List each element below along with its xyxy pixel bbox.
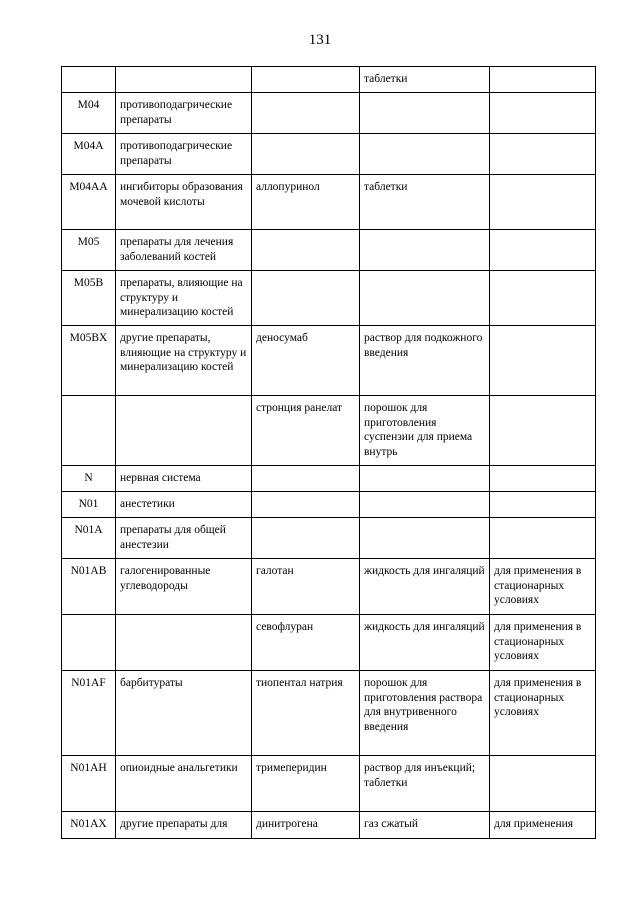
- table-row: [62, 396, 596, 466]
- atc-code-cell: [62, 93, 116, 134]
- note-cell: [490, 93, 596, 134]
- dosage-form-cell: [360, 396, 490, 466]
- dosage-form-cell-text: жидкость для ингаляций: [364, 621, 485, 633]
- drug-name-cell: [252, 396, 360, 466]
- drug-name-cell-text: деносумаб: [256, 332, 308, 344]
- table-row: [62, 671, 596, 756]
- atc-code-cell-text: N01AH: [70, 762, 107, 774]
- medication-table: [61, 66, 596, 839]
- note-cell: [490, 615, 596, 671]
- dosage-form-cell: [360, 812, 490, 839]
- dosage-form-cell: [360, 271, 490, 326]
- anatomical-group-cell: [116, 518, 252, 559]
- anatomical-group-cell-text: барбитураты: [120, 677, 183, 689]
- atc-code-cell: [62, 326, 116, 396]
- drug-name-cell: [252, 326, 360, 396]
- dosage-form-cell: [360, 492, 490, 518]
- dosage-form-cell: [360, 559, 490, 615]
- anatomical-group-cell: [116, 271, 252, 326]
- note-cell: [490, 559, 596, 615]
- note-cell-text: для применения в стационарных условиях: [494, 677, 582, 719]
- note-cell: [490, 466, 596, 492]
- drug-name-cell-text: севофлуран: [256, 621, 314, 633]
- drug-name-cell-text: стронция ранелат: [256, 402, 343, 414]
- atc-code-cell-text: M05BX: [69, 332, 108, 344]
- atc-code-cell-text: N01AX: [70, 818, 107, 830]
- anatomical-group-cell: [116, 175, 252, 230]
- anatomical-group-cell: [116, 812, 252, 839]
- anatomical-group-cell: [116, 492, 252, 518]
- drug-name-cell: [252, 466, 360, 492]
- anatomical-group-cell-text: другие препараты, влияющие на структуру и минерализацию костей: [120, 332, 247, 374]
- dosage-form-cell: [360, 326, 490, 396]
- atc-code-cell: [62, 756, 116, 812]
- drug-name-cell: [252, 271, 360, 326]
- table-row: [62, 230, 596, 271]
- note-cell: [490, 492, 596, 518]
- atc-code-cell-text: M05B: [73, 277, 104, 289]
- table-row: [62, 559, 596, 615]
- drug-name-cell: [252, 615, 360, 671]
- table-row: [62, 93, 596, 134]
- anatomical-group-cell: [116, 466, 252, 492]
- table-row: [62, 134, 596, 175]
- atc-code-cell: [62, 175, 116, 230]
- atc-code-cell: [62, 134, 116, 175]
- anatomical-group-cell: [116, 93, 252, 134]
- note-cell: [490, 518, 596, 559]
- table-row: [62, 67, 596, 93]
- dosage-form-cell: [360, 93, 490, 134]
- table-row: [62, 175, 596, 230]
- dosage-form-cell: [360, 518, 490, 559]
- note-cell-text: для применения: [494, 818, 574, 830]
- anatomical-group-cell-text: препараты для общей анестезии: [120, 524, 226, 551]
- drug-name-cell-text: аллопуринол: [256, 181, 320, 193]
- table-row: [62, 615, 596, 671]
- atc-code-cell: [62, 492, 116, 518]
- anatomical-group-cell: [116, 326, 252, 396]
- note-cell: [490, 671, 596, 756]
- note-cell-text: для применения в стационарных условиях: [494, 621, 582, 663]
- note-cell: [490, 271, 596, 326]
- drug-name-cell: [252, 492, 360, 518]
- atc-code-cell: [62, 559, 116, 615]
- drug-name-cell: [252, 175, 360, 230]
- medication-table-body: [62, 67, 596, 839]
- drug-name-cell-text: галотан: [256, 565, 294, 577]
- anatomical-group-cell: [116, 134, 252, 175]
- atc-code-cell-text: N01: [78, 498, 99, 510]
- drug-name-cell: [252, 812, 360, 839]
- dosage-form-cell: [360, 756, 490, 812]
- note-cell-text: для применения в стационарных условиях: [494, 565, 582, 607]
- table-row: [62, 466, 596, 492]
- anatomical-group-cell: [116, 615, 252, 671]
- drug-name-cell: [252, 67, 360, 93]
- anatomical-group-cell: [116, 67, 252, 93]
- atc-code-cell-text: M04: [77, 99, 100, 111]
- note-cell: [490, 175, 596, 230]
- atc-code-cell-text: M05: [77, 236, 100, 248]
- dosage-form-cell: [360, 67, 490, 93]
- note-cell: [490, 812, 596, 839]
- drug-name-cell-text: тиопентал натрия: [256, 677, 343, 689]
- anatomical-group-cell-text: препараты, влияющие на структуру и минерализацию костей: [120, 277, 243, 319]
- note-cell: [490, 230, 596, 271]
- atc-code-cell-text: N01AB: [70, 565, 107, 577]
- atc-code-cell-text: N: [84, 472, 93, 484]
- table-row: [62, 518, 596, 559]
- anatomical-group-cell-text: галогенированные углеводороды: [120, 565, 211, 592]
- atc-code-cell: [62, 230, 116, 271]
- atc-code-cell: [62, 671, 116, 756]
- dosage-form-cell-text: таблетки: [364, 73, 408, 85]
- anatomical-group-cell-text: другие препараты для: [120, 818, 228, 830]
- dosage-form-cell-text: порошок для приготовления раствора для внутривенного введения: [364, 677, 483, 733]
- drug-name-cell-text: динитрогена: [256, 818, 318, 830]
- anatomical-group-cell: [116, 756, 252, 812]
- anatomical-group-cell: [116, 230, 252, 271]
- dosage-form-cell: [360, 466, 490, 492]
- dosage-form-cell-text: порошок для приготовления суспензии для приема внутрь: [364, 402, 473, 458]
- note-cell: [490, 326, 596, 396]
- anatomical-group-cell-text: препараты для лечения заболеваний костей: [120, 236, 234, 263]
- drug-name-cell: [252, 518, 360, 559]
- anatomical-group-cell-text: нервная система: [120, 472, 201, 484]
- atc-code-cell-text: N01AF: [71, 677, 106, 689]
- page-number: 131: [308, 32, 332, 48]
- anatomical-group-cell-text: ингибиторы образования мочевой кислоты: [120, 181, 243, 208]
- note-cell: [490, 756, 596, 812]
- drug-name-cell: [252, 230, 360, 271]
- atc-code-cell: [62, 271, 116, 326]
- atc-code-cell: [62, 466, 116, 492]
- note-cell: [490, 134, 596, 175]
- atc-code-cell-text: N01A: [74, 524, 103, 536]
- anatomical-group-cell: [116, 671, 252, 756]
- drug-name-cell: [252, 134, 360, 175]
- dosage-form-cell-text: жидкость для ингаляций: [364, 565, 485, 577]
- dosage-form-cell: [360, 615, 490, 671]
- atc-code-cell: [62, 812, 116, 839]
- dosage-form-cell: [360, 175, 490, 230]
- dosage-form-cell-text: раствор для инъекций; таблетки: [364, 762, 476, 789]
- atc-code-cell: [62, 396, 116, 466]
- atc-code-cell-text: M04A: [73, 140, 104, 152]
- note-cell: [490, 396, 596, 466]
- dosage-form-cell: [360, 134, 490, 175]
- table-row: [62, 271, 596, 326]
- anatomical-group-cell: [116, 396, 252, 466]
- table-row: [62, 492, 596, 518]
- anatomical-group-cell-text: анестетики: [120, 498, 175, 510]
- atc-code-cell: [62, 67, 116, 93]
- anatomical-group-cell-text: противоподагрические препараты: [120, 140, 233, 167]
- dosage-form-cell: [360, 230, 490, 271]
- table-row: [62, 812, 596, 839]
- drug-name-cell: [252, 93, 360, 134]
- drug-name-cell-text: тримеперидин: [256, 762, 327, 774]
- atc-code-cell: [62, 615, 116, 671]
- drug-name-cell: [252, 756, 360, 812]
- anatomical-group-cell-text: опиоидные анальгетики: [120, 762, 238, 774]
- anatomical-group-cell-text: противоподагрические препараты: [120, 99, 233, 126]
- atc-code-cell: [62, 518, 116, 559]
- drug-name-cell: [252, 671, 360, 756]
- table-row: [62, 326, 596, 396]
- dosage-form-cell-text: раствор для подкожного введения: [364, 332, 483, 359]
- table-row: [62, 756, 596, 812]
- atc-code-cell-text: M04AA: [69, 181, 108, 193]
- drug-name-cell: [252, 559, 360, 615]
- dosage-form-cell-text: газ сжатый: [364, 818, 419, 830]
- dosage-form-cell-text: таблетки: [364, 181, 408, 193]
- dosage-form-cell: [360, 671, 490, 756]
- anatomical-group-cell: [116, 559, 252, 615]
- note-cell: [490, 67, 596, 93]
